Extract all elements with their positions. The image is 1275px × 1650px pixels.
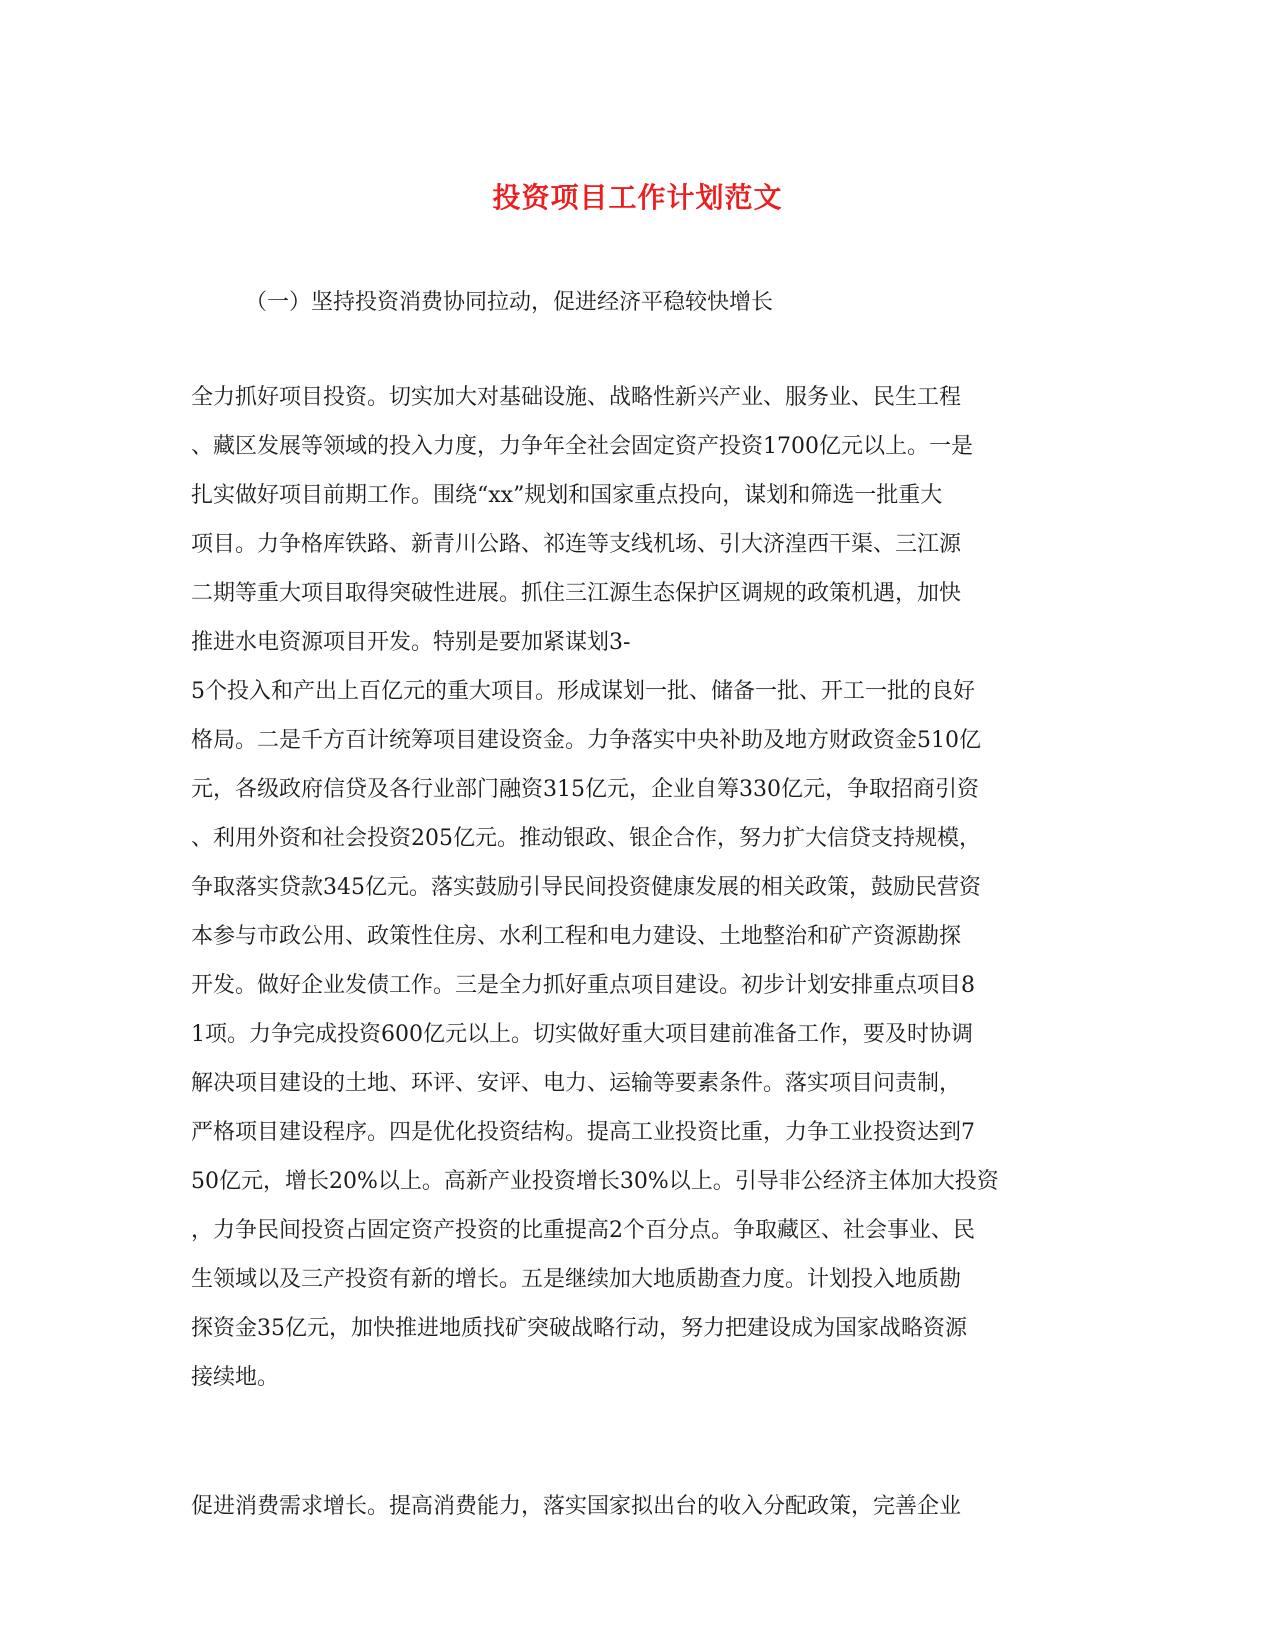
paragraph-line: 、利用外资和社会投资205亿元。推动银政、银企合作，努力扩大信贷支持规模， — [191, 826, 981, 851]
paragraph-line: 全力抓好项目投资。切实加大对基础设施、战略性新兴产业、服务业、民生工程 — [191, 385, 962, 410]
paragraph-line: 促进消费需求增长。提高消费能力，落实国家拟出台的收入分配政策，完善企业 — [191, 1494, 962, 1519]
paragraph-line: 二期等重大项目取得突破性进展。抓住三江源生态保护区调规的政策机遇，加快 — [191, 581, 962, 606]
paragraph-line: 元，各级政府信贷及各行业部门融资315亿元，企业自筹330亿元，争取招商引资 — [191, 777, 979, 802]
section-heading: （一）坚持投资消费协同拉动，促进经济平稳较快增长 — [245, 290, 774, 315]
paragraph-line: 项目。力争格库铁路、新青川公路、祁连等支线机场、引大济湟西干渠、三江源 — [191, 532, 962, 557]
paragraph-line: 探资金35亿元，加快推进地质找矿突破战略行动，努力把建设成为国家战略资源 — [191, 1316, 967, 1341]
paragraph-line: 推进水电资源项目开发。特别是要加紧谋划3- — [191, 630, 631, 655]
paragraph-line: 、藏区发展等领域的投入力度，力争年全社会固定资产投资1700亿元以上。一是 — [191, 434, 973, 459]
paragraph-line: ，力争民间投资占固定资产投资的比重提高2个百分点。争取藏区、社会事业、民 — [191, 1218, 975, 1243]
paragraph-line: 扎实做好项目前期工作。围绕“xx”规划和国家重点投向，谋划和筛选一批重大 — [191, 483, 943, 508]
paragraph-line: 解决项目建设的土地、环评、安评、电力、运输等要素条件。落实项目问责制， — [191, 1071, 962, 1096]
paragraph-line: 本参与市政公用、政策性住房、水利工程和电力建设、土地整治和矿产资源勘探 — [191, 924, 962, 949]
paragraph-line: 接续地。 — [191, 1365, 280, 1390]
paragraph-line: 5个投入和产出上百亿元的重大项目。形成谋划一批、储备一批、开工一批的良好 — [191, 679, 975, 704]
paragraph-line: 争取落实贷款345亿元。落实鼓励引导民间投资健康发展的相关政策，鼓励民营资 — [191, 875, 981, 900]
paragraph-line: 严格项目建设程序。四是优化投资结构。提高工业投资比重，力争工业投资达到7 — [191, 1120, 975, 1145]
paragraph-line: 1项。力争完成投资600亿元以上。切实做好重大项目建前准备工作，要及时协调 — [191, 1022, 973, 1047]
document-title: 投资项目工作计划范文 — [492, 181, 783, 214]
paragraph-investment — [191, 373, 1081, 1402]
paragraph-line: 开发。做好企业发债工作。三是全力抓好重点项目建设。初步计划安排重点项目8 — [191, 973, 975, 998]
paragraph-line: 50亿元，增长20%以上。高新产业投资增长30%以上。引导非公经济主体加大投资 — [191, 1169, 999, 1194]
paragraph-line: 格局。二是千方百计统筹项目建设资金。力争落实中央补助及地方财政资金510亿 — [191, 728, 981, 753]
paragraph-line: 生领域以及三产投资有新的增长。五是继续加大地质勘查力度。计划投入地质勘 — [191, 1267, 962, 1292]
paragraph-consumption — [191, 1482, 1081, 1531]
